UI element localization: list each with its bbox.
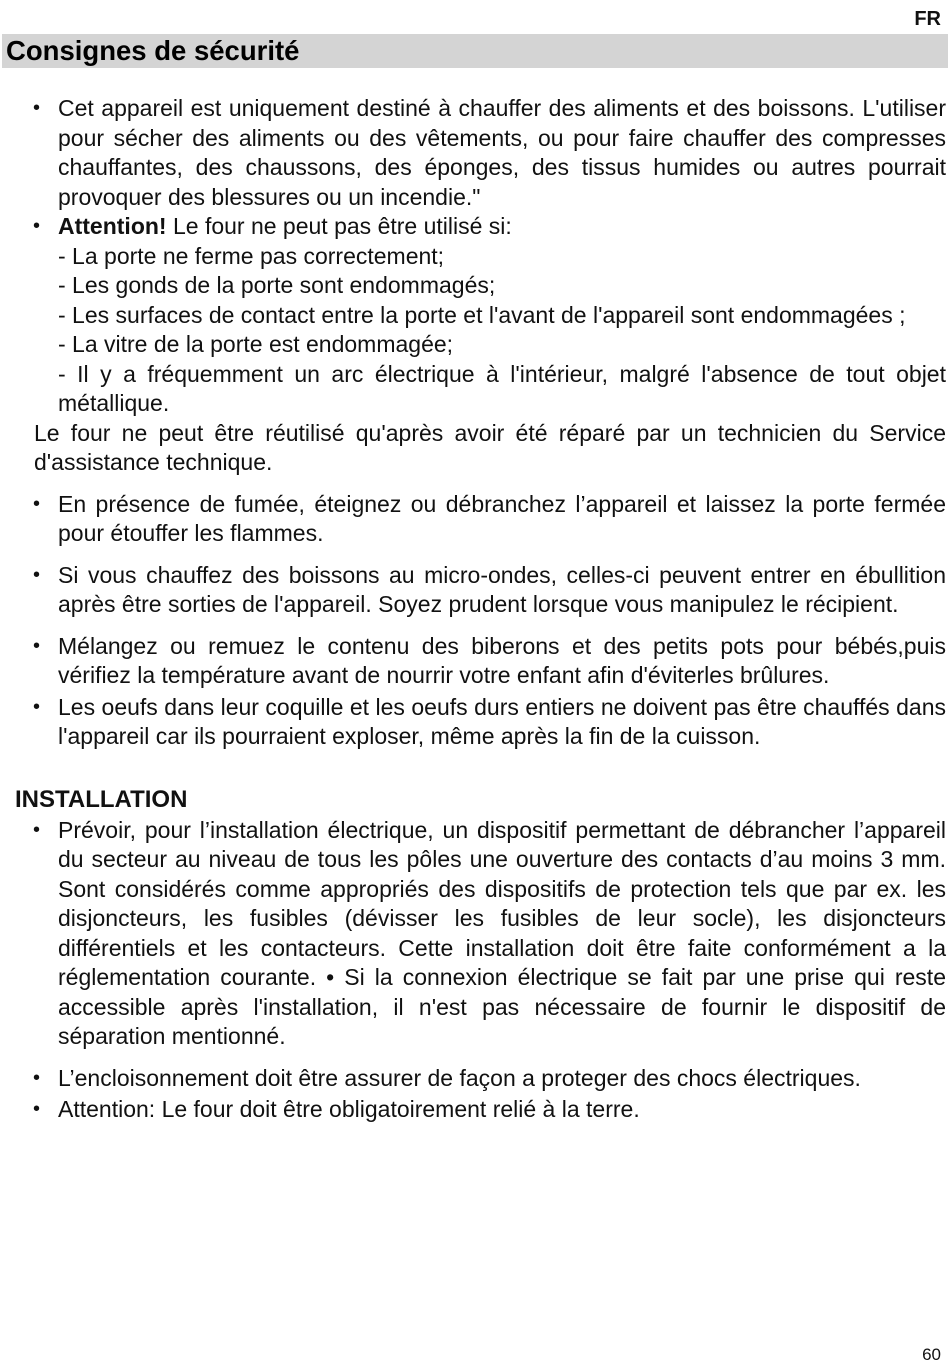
condition-line: - Les gonds de la porte sont endommagés; xyxy=(58,272,496,298)
list-item xyxy=(34,561,946,620)
condition-line: - La vitre de la porte est endommagée; xyxy=(58,331,454,357)
bullet-dot-icon: • xyxy=(33,1098,41,1120)
condition-line: - La porte ne ferme pas correctement; xyxy=(58,242,445,269)
condition-line: - Il y a fréquemment un arc électrique à l'intérieur, malgré l'absence de tout objet métallique. xyxy=(58,360,946,416)
list-item xyxy=(34,212,946,419)
list-item-text: Cet appareil est uniquement destiné à chauffer des aliments et des boissons. L'utiliser pour sécher des aliments ou des vêtements, ou pour faire chauffer des compresses chauffantes, des chaussons, des éponges, des tissus humides ou autres pourrait provoquer des blessures ou un incendie." xyxy=(58,95,946,210)
bullet-dot-icon: • xyxy=(33,1066,41,1089)
page-number: 60 xyxy=(922,1345,941,1364)
list-item-text: Si vous chauffez des boissons au micro-ondes, celles-ci peuvent entrer en ébullition après être sorties de l'appareil. Soyez prudent lorsque vous manipulez le récipient. xyxy=(58,561,946,617)
bullet-dot-icon: • xyxy=(33,97,41,119)
list-item xyxy=(34,94,946,212)
installation-heading: INSTALLATION xyxy=(15,785,188,813)
safety-list xyxy=(34,94,946,419)
list-item-text: Le four ne peut pas être utilisé si: xyxy=(166,213,512,239)
list-item xyxy=(34,490,946,549)
bullet-dot-icon: • xyxy=(33,695,41,718)
list-item xyxy=(34,816,946,1052)
list-item-text: Attention: Le four doit être obligatoirement relié à la terre. xyxy=(58,1096,640,1122)
bullet-dot-icon: • xyxy=(33,634,41,657)
repair-note: Le four ne peut être réutilisé qu'après avoir été réparé par un technicien du Service d'assistance technique. xyxy=(34,419,946,475)
list-item xyxy=(34,632,946,691)
list-item-text: L’encloisonnement doit être assurer de façon a proteger des chocs électriques. xyxy=(58,1064,861,1091)
bullet-dot-icon: • xyxy=(33,563,41,586)
list-item-text: Mélangez ou remuez le contenu des biberons et des petits pots pour bébés,puis vérifiez la température avant de nourrir votre enfant afin d'éviterles brûlures. xyxy=(58,632,946,688)
list-item xyxy=(34,1064,946,1094)
installation-list xyxy=(34,816,946,1125)
list-item-text: Les oeufs dans leur coquille et les oeufs durs entiers ne doivent pas être chauffés dans l'appareil car ils pourraient exploser, même après la fin de la cuisson. xyxy=(58,693,946,749)
safety-list-continued xyxy=(34,490,946,752)
bullet-dot-icon: • xyxy=(33,818,41,841)
language-tag: FR xyxy=(914,8,941,30)
list-item xyxy=(34,693,946,752)
bullet-dot-icon: • xyxy=(33,215,41,237)
page-title: Consignes de sécurité xyxy=(6,35,300,66)
list-item-text: Prévoir, pour l’installation électrique, un dispositif permettant de débrancher l’appareil du secteur au niveau de tous les pôles une ouverture des contacts d’au moins 3 mm. Sont considérés comme appropriés des dispositifs de protection tels que par ex. les disjoncteurs, les fusibles (dévisser les fusibles de leur socle), les disjoncteurs différentiels et les contacteurs. Cette installation doit être faite conformément a la réglementation courante. • Si la connexion électrique se fait par une prise qui reste accessible après l'installation, il n'est pas nécessaire de fournir le dispositif de séparation mentionné. xyxy=(58,816,946,1049)
bullet-dot-icon: • xyxy=(33,492,41,515)
page-content xyxy=(15,94,946,1125)
list-item-text: En présence de fumée, éteignez ou débranchez l’appareil et laissez la porte fermée pour étouffer les flammes. xyxy=(58,490,946,546)
condition-line: - Les surfaces de contact entre la porte et l'avant de l'appareil sont endommagées ; xyxy=(58,301,906,328)
attention-label: Attention! xyxy=(58,213,167,239)
title-bar xyxy=(2,34,948,68)
list-item xyxy=(34,1095,946,1125)
